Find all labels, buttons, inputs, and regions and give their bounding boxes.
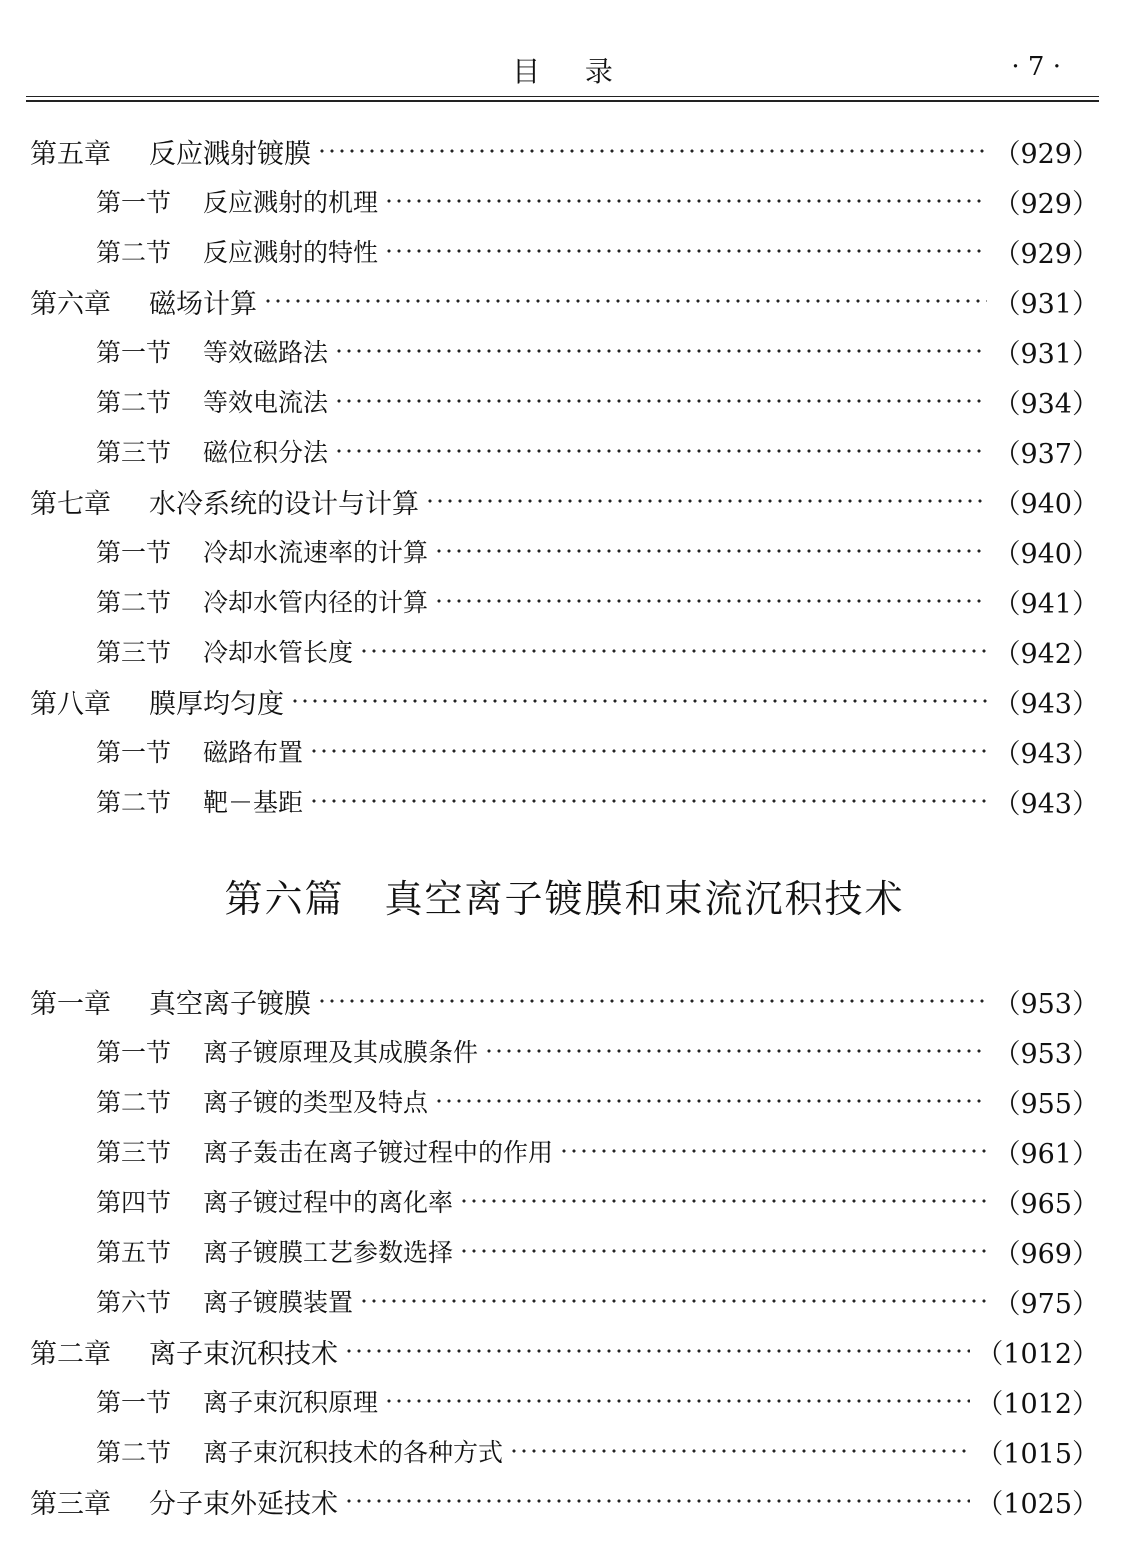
entry-number: 第七章 bbox=[30, 488, 111, 520]
entry-page: （931） bbox=[993, 338, 1099, 370]
dot-leader bbox=[359, 648, 987, 654]
toc-section-entry bbox=[26, 726, 1099, 776]
dot-leader bbox=[309, 798, 987, 804]
entry-number: 第八章 bbox=[30, 688, 111, 720]
entry-number: 第五章 bbox=[30, 138, 111, 170]
entry-page: （1012） bbox=[976, 1388, 1099, 1420]
entry-page: （943） bbox=[993, 788, 1099, 820]
entry-title: 反应溅射的特性 bbox=[203, 238, 379, 267]
entry-number: 第一章 bbox=[30, 988, 111, 1020]
toc-section-entry bbox=[26, 776, 1099, 826]
entry-number: 第六节 bbox=[96, 1288, 172, 1317]
toc-section-entry bbox=[26, 1026, 1099, 1076]
entry-title: 分子束外延技术 bbox=[149, 1488, 338, 1520]
toc-section-entry bbox=[26, 376, 1099, 426]
entry-number: 第二节 bbox=[96, 1088, 172, 1117]
entry-title: 离子镀过程中的离化率 bbox=[203, 1188, 454, 1217]
entry-title: 等效磁路法 bbox=[203, 338, 329, 367]
entry-number: 第一节 bbox=[96, 738, 172, 767]
entry-page: （929） bbox=[993, 138, 1099, 170]
header-rule-thin bbox=[26, 96, 1099, 97]
entry-title: 水冷系统的设计与计算 bbox=[149, 488, 419, 520]
dot-leader bbox=[334, 448, 987, 454]
entry-title: 离子镀膜装置 bbox=[203, 1288, 354, 1317]
entry-number: 第一节 bbox=[96, 538, 172, 567]
entry-number: 第一节 bbox=[96, 188, 172, 217]
toc-section-entry bbox=[26, 626, 1099, 676]
entry-title: 离子束沉积原理 bbox=[203, 1388, 379, 1417]
dot-leader bbox=[344, 1498, 970, 1504]
entry-page: （943） bbox=[993, 738, 1099, 770]
entry-page: （955） bbox=[993, 1088, 1099, 1120]
entry-page: （929） bbox=[993, 238, 1099, 270]
toc-section-entry bbox=[26, 326, 1099, 376]
dot-leader bbox=[459, 1248, 987, 1254]
entry-number: 第六章 bbox=[30, 288, 111, 320]
toc-section-entry bbox=[26, 426, 1099, 476]
entry-page: （942） bbox=[993, 638, 1099, 670]
dot-leader bbox=[317, 148, 987, 154]
dot-leader bbox=[309, 748, 987, 754]
entry-number: 第二节 bbox=[96, 788, 172, 817]
entry-page: （961） bbox=[993, 1138, 1099, 1170]
entry-title: 离子镀原理及其成膜条件 bbox=[203, 1038, 479, 1067]
entry-number: 第三章 bbox=[30, 1488, 111, 1520]
entry-page: （965） bbox=[993, 1188, 1099, 1220]
toc-section-entry bbox=[26, 1176, 1099, 1226]
header-rule-thick bbox=[26, 100, 1099, 102]
toc-section-entry bbox=[26, 176, 1099, 226]
entry-number: 第二节 bbox=[96, 1438, 172, 1467]
entry-title: 离子束沉积技术的各种方式 bbox=[203, 1438, 504, 1467]
entry-title: 离子镀的类型及特点 bbox=[203, 1088, 429, 1117]
entry-title: 磁位积分法 bbox=[203, 438, 329, 467]
dot-leader bbox=[484, 1048, 987, 1054]
entry-title: 磁场计算 bbox=[149, 288, 257, 320]
dot-leader bbox=[359, 1298, 987, 1304]
entry-number: 第五节 bbox=[96, 1238, 172, 1267]
toc-section-entry bbox=[26, 1276, 1099, 1326]
toc-list-part-a bbox=[26, 126, 1099, 826]
toc-section-entry bbox=[26, 1076, 1099, 1126]
entry-number: 第三节 bbox=[96, 638, 172, 667]
entry-page: （934） bbox=[993, 388, 1099, 420]
entry-title: 冷却水流速率的计算 bbox=[203, 538, 429, 567]
toc-section-entry bbox=[26, 1226, 1099, 1276]
entry-title: 离子轰击在离子镀过程中的作用 bbox=[203, 1138, 554, 1167]
entry-page: （929） bbox=[993, 188, 1099, 220]
dot-leader bbox=[434, 1098, 987, 1104]
entry-title: 膜厚均匀度 bbox=[149, 688, 284, 720]
entry-page: （1025） bbox=[976, 1488, 1099, 1520]
entry-title: 反应溅射的机理 bbox=[203, 188, 379, 217]
entry-title: 真空离子镀膜 bbox=[149, 988, 311, 1020]
dot-leader bbox=[334, 398, 987, 404]
entry-number: 第二章 bbox=[30, 1338, 111, 1370]
header-page-number: · 7 · bbox=[1011, 52, 1061, 82]
toc-section-entry bbox=[26, 226, 1099, 276]
entry-number: 第四节 bbox=[96, 1188, 172, 1217]
toc-chapter-entry bbox=[26, 276, 1099, 326]
toc-chapter-entry bbox=[26, 676, 1099, 726]
running-header bbox=[26, 0, 1099, 104]
entry-title: 反应溅射镀膜 bbox=[149, 138, 311, 170]
toc-section-entry bbox=[26, 1126, 1099, 1176]
dot-leader bbox=[384, 1398, 970, 1404]
dot-leader bbox=[434, 598, 987, 604]
entry-title: 磁路布置 bbox=[203, 738, 304, 767]
entry-title: 离子镀膜工艺参数选择 bbox=[203, 1238, 454, 1267]
toc-chapter-entry bbox=[26, 126, 1099, 176]
entry-number: 第一节 bbox=[96, 1388, 172, 1417]
entry-number: 第三节 bbox=[96, 438, 172, 467]
toc-section-entry bbox=[26, 576, 1099, 626]
entry-page: （940） bbox=[993, 538, 1099, 570]
dot-leader bbox=[263, 298, 987, 304]
toc-section-entry bbox=[26, 1376, 1099, 1426]
dot-leader bbox=[459, 1198, 987, 1204]
entry-title: 冷却水管长度 bbox=[203, 638, 354, 667]
entry-number: 第三节 bbox=[96, 1138, 172, 1167]
entry-page: （1012） bbox=[976, 1338, 1099, 1370]
dot-leader bbox=[334, 348, 987, 354]
entry-page: （941） bbox=[993, 588, 1099, 620]
toc-chapter-entry bbox=[26, 1476, 1099, 1526]
dot-leader bbox=[290, 698, 987, 704]
part-title: 第六篇 真空离子镀膜和束流沉积技术 bbox=[224, 877, 905, 921]
entry-page: （953） bbox=[993, 1038, 1099, 1070]
entry-page: （943） bbox=[993, 688, 1099, 720]
toc-section-entry bbox=[26, 526, 1099, 576]
entry-page: （975） bbox=[993, 1288, 1099, 1320]
dot-leader bbox=[509, 1448, 970, 1454]
entry-number: 第二节 bbox=[96, 588, 172, 617]
dot-leader bbox=[434, 548, 987, 554]
toc-section-entry bbox=[26, 1426, 1099, 1476]
dot-leader bbox=[559, 1148, 987, 1154]
entry-page: （1015） bbox=[976, 1438, 1099, 1470]
entry-title: 离子束沉积技术 bbox=[149, 1338, 338, 1370]
dot-leader bbox=[425, 498, 987, 504]
dot-leader bbox=[344, 1348, 970, 1354]
header-title: 目录 bbox=[512, 55, 658, 88]
entry-number: 第二节 bbox=[96, 238, 172, 267]
entry-page: （953） bbox=[993, 988, 1099, 1020]
entry-number: 第二节 bbox=[96, 388, 172, 417]
entry-title: 等效电流法 bbox=[203, 388, 329, 417]
dot-leader bbox=[317, 998, 987, 1004]
entry-page: （969） bbox=[993, 1238, 1099, 1270]
toc-chapter-entry bbox=[26, 476, 1099, 526]
entry-page: （937） bbox=[993, 438, 1099, 470]
toc-chapter-entry bbox=[26, 976, 1099, 1026]
entry-number: 第一节 bbox=[96, 338, 172, 367]
entry-title: 冷却水管内径的计算 bbox=[203, 588, 429, 617]
dot-leader bbox=[384, 198, 987, 204]
entry-title: 靶－基距 bbox=[203, 788, 304, 817]
entry-page: （931） bbox=[993, 288, 1099, 320]
entry-number: 第一节 bbox=[96, 1038, 172, 1067]
entry-page: （940） bbox=[993, 488, 1099, 520]
dot-leader bbox=[384, 248, 987, 254]
toc-list-part-b bbox=[26, 976, 1099, 1526]
toc-chapter-entry bbox=[26, 1326, 1099, 1376]
